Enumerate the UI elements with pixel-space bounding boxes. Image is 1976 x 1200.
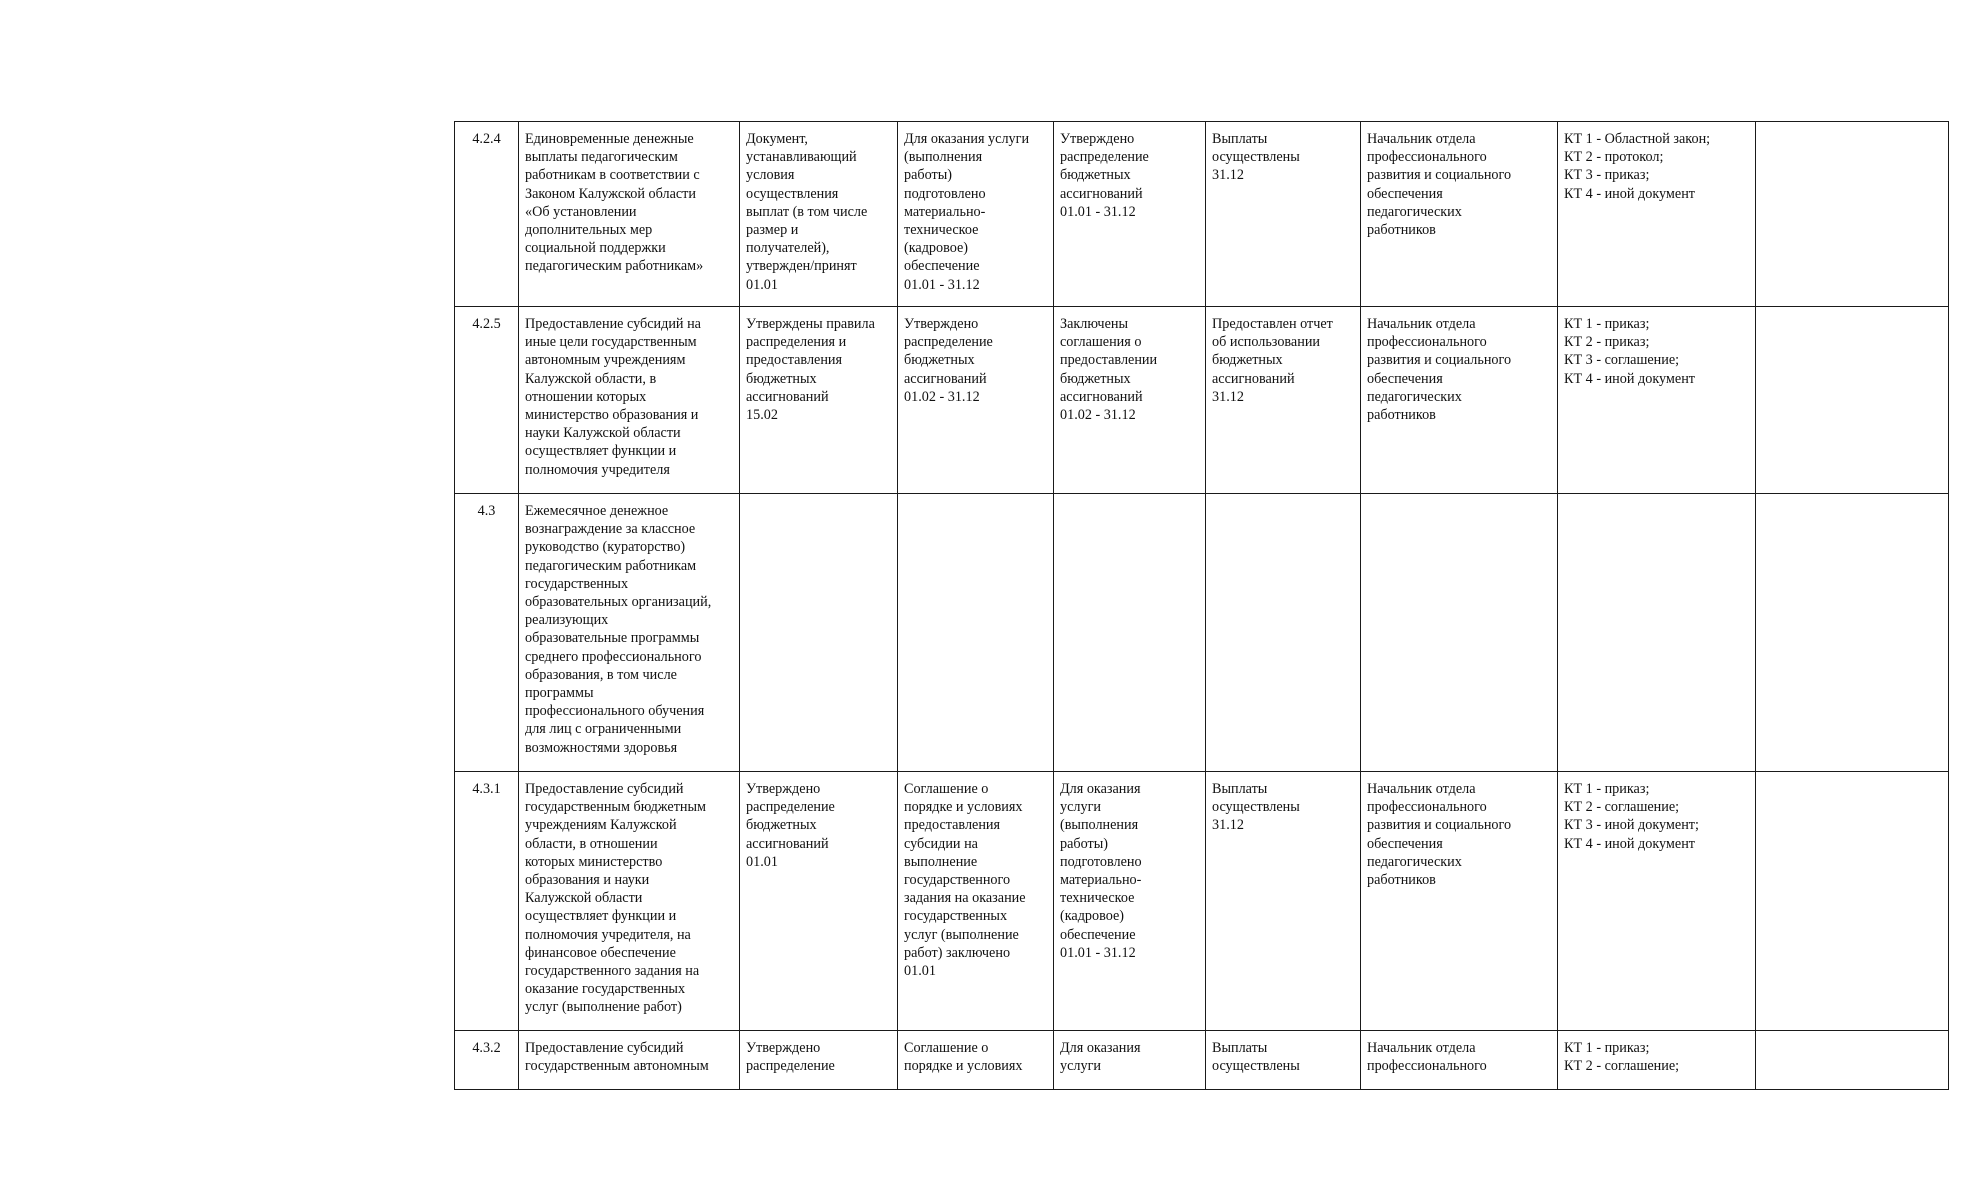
cell-text-line: (кадровое)	[904, 240, 968, 257]
cell-text-line: КТ 1 - приказ;	[1564, 781, 1650, 797]
table-cell	[1558, 772, 1756, 1031]
cell-text-line: развития и социального	[1367, 817, 1512, 834]
cell-text-line: Законом Калужской области	[525, 185, 696, 202]
cell-text-line: КТ 2 - приказ;	[1564, 334, 1650, 351]
cell-text-line: профессионального обучения	[525, 703, 705, 720]
cell-text-line: оказание государственных	[525, 981, 686, 998]
cell-text-line: (выполнения	[904, 149, 983, 166]
cell-text-line: полномочия учредителя	[525, 461, 670, 478]
cell-text-line: работ) заключено	[904, 944, 1011, 961]
cell-text-line: Начальник отдела	[1367, 1040, 1476, 1056]
cell-text-line: КТ 2 - соглашение;	[1564, 1058, 1680, 1075]
table-row	[455, 1031, 1949, 1090]
cell-text-line: КТ 1 - Областной закон;	[1564, 131, 1711, 147]
cell-text-line: осуществляет функции и	[525, 443, 677, 460]
cell-text-line: 01.01	[746, 853, 778, 870]
cell-text-line: 31.12	[1212, 817, 1244, 834]
table-cell	[1054, 122, 1206, 307]
cell-text-line: бюджетных	[1060, 370, 1131, 387]
cell-text-line: министерство образования и	[525, 407, 699, 424]
table-cell	[898, 1031, 1054, 1090]
cell-text-line: науки Калужской области	[525, 425, 681, 442]
cell-text-line: Утверждено	[746, 781, 821, 797]
cell-text-line: субсидии на	[904, 835, 978, 852]
cell-text-line: 01.01 - 31.12	[1060, 944, 1136, 961]
cell-text-line: КТ 4 - иной документ	[1564, 185, 1695, 202]
cell-text-line: бюджетных	[1060, 167, 1131, 184]
table-cell	[898, 772, 1054, 1031]
cell-text-line: учреждениям Калужской	[525, 817, 677, 834]
cell-text-line: Калужской области, в	[525, 370, 657, 387]
cell-text-line: профессионального	[1367, 334, 1487, 351]
table-cell	[898, 307, 1054, 494]
table-cell	[1756, 772, 1949, 1031]
cell-text-line: профессионального	[1367, 799, 1487, 816]
cell-text-line: дополнительных мер	[525, 222, 653, 239]
table-cell	[519, 1031, 740, 1090]
cell-text-line: ассигнований	[746, 388, 829, 405]
cell-text-line: предоставления	[904, 817, 1001, 834]
cell-text-line: Начальник отдела	[1367, 781, 1476, 797]
cell-text-line: Единовременные денежные	[525, 131, 694, 147]
table-cell	[1054, 307, 1206, 494]
cell-text-line: предоставлении	[1060, 352, 1158, 369]
cell-text-line: социальной поддержки	[525, 240, 666, 257]
cell-text-line: Ежемесячное денежное	[525, 503, 669, 519]
cell-text-line: бюджетных	[1212, 352, 1283, 369]
table-cell	[519, 772, 740, 1031]
cell-text-line: КТ 2 - соглашение;	[1564, 799, 1680, 816]
cell-text-line: руководство (кураторство)	[525, 539, 686, 556]
cell-text-line: об использовании	[1212, 334, 1320, 351]
cell-text-line: 01.01 - 31.12	[1060, 203, 1136, 220]
cell-text-line: порядке и условиях	[904, 1058, 1023, 1075]
cell-text-line: Утверждено	[1060, 131, 1135, 147]
cell-text-line: условия	[746, 167, 795, 184]
cell-text-line: которых министерство	[525, 853, 663, 870]
cell-text-line: Предоставление субсидий	[525, 781, 684, 797]
cell-text-line: педагогическим работникам	[525, 557, 697, 574]
cell-text-line: техническое	[1060, 890, 1135, 907]
table-cell	[1756, 307, 1949, 494]
table-cell	[1756, 122, 1949, 307]
cell-text-line: КТ 2 - протокол;	[1564, 149, 1664, 166]
table-cell	[898, 122, 1054, 307]
cell-text-line: (выполнения	[1060, 817, 1139, 834]
cell-text-line: полномочия учредителя, на	[525, 926, 691, 943]
cell-text-line: осуществляет функции и	[525, 908, 677, 925]
cell-text-line: Предоставлен отчет	[1212, 316, 1333, 332]
cell-text-line: ассигнований	[1060, 185, 1143, 202]
cell-text-line: осуществлены	[1212, 149, 1300, 166]
table-cell	[519, 494, 740, 772]
cell-text-line: размер и	[746, 222, 799, 239]
cell-text-line: 01.02 - 31.12	[904, 388, 980, 405]
table-cell	[1206, 122, 1361, 307]
table-cell	[898, 494, 1054, 772]
cell-text-line: подготовлено	[1060, 853, 1142, 870]
cell-text-line: педагогических	[1367, 853, 1462, 870]
cell-text-line: среднего профессионального	[525, 648, 702, 665]
cell-text-line: образовательные программы	[525, 630, 700, 647]
cell-text-line: распределения и	[746, 334, 847, 351]
table-cell	[1361, 1031, 1558, 1090]
cell-text-line: Утверждено	[746, 1040, 821, 1056]
cell-text-line: КТ 3 - приказ;	[1564, 167, 1650, 184]
cell-text-line: выполнение	[904, 853, 978, 870]
cell-text-line: услуги	[1060, 1058, 1101, 1075]
table-cell	[1206, 494, 1361, 772]
table-row	[455, 494, 1949, 772]
cell-text-line: работы)	[904, 167, 952, 184]
cell-text-line: Калужской области	[525, 890, 643, 907]
cell-text-line: государственным бюджетным	[525, 799, 707, 816]
cell-text-line: порядке и условиях	[904, 799, 1023, 816]
table-cell	[1206, 772, 1361, 1031]
cell-text-line: финансовое обеспечение	[525, 944, 676, 961]
cell-text-line: материально-	[1060, 872, 1142, 889]
cell-text-line: Выплаты	[1212, 131, 1268, 147]
cell-text-line: КТ 3 - соглашение;	[1564, 352, 1680, 369]
cell-text-line: обеспечения	[1367, 370, 1443, 387]
cell-text-line: (кадровое)	[1060, 908, 1124, 925]
cell-text-line: ассигнований	[1212, 370, 1295, 387]
cell-text-line: выплат (в том числе	[746, 203, 868, 220]
cell-text-line: отношении которых	[525, 388, 647, 405]
cell-text-line: государственных	[904, 908, 1008, 925]
cell-text-line: 01.02 - 31.12	[1060, 407, 1136, 424]
cell-text-line: ассигнований	[904, 370, 987, 387]
table-cell	[1756, 1031, 1949, 1090]
cell-text-line: обеспечение	[1060, 926, 1136, 943]
cell-text-line: профессионального	[1367, 149, 1487, 166]
cell-text-line: осуществлены	[1212, 799, 1300, 816]
cell-text-line: бюджетных	[904, 352, 975, 369]
table-cell	[740, 122, 898, 307]
table-cell	[1558, 1031, 1756, 1090]
cell-text-line: государственного	[904, 872, 1011, 889]
cell-text-line: Предоставление субсидий на	[525, 316, 701, 332]
table-cell	[1054, 494, 1206, 772]
table-cell	[740, 772, 898, 1031]
cell-text-line: Документ,	[746, 131, 808, 147]
cell-text-line: услуг (выполнение работ)	[525, 999, 682, 1016]
item-number-cell: 4.3	[455, 494, 519, 772]
cell-text-line: «Об установлении	[525, 203, 637, 220]
cell-text-line: КТ 4 - иной документ	[1564, 835, 1695, 852]
table-cell	[1558, 307, 1756, 494]
cell-text-line: реализующих	[525, 612, 609, 629]
cell-text-line: государственного задания на	[525, 963, 700, 980]
table-cell	[1361, 307, 1558, 494]
cell-text-line: 31.12	[1212, 388, 1244, 405]
table-cell	[1206, 1031, 1361, 1090]
cell-text-line: утвержден/принят	[746, 258, 857, 275]
table-cell	[1361, 494, 1558, 772]
cell-text-line: подготовлено	[904, 185, 986, 202]
cell-text-line: Начальник отдела	[1367, 131, 1476, 147]
cell-text-line: Выплаты	[1212, 781, 1268, 797]
table-row	[455, 307, 1949, 494]
cell-text-line: Соглашение о	[904, 781, 989, 797]
cell-text-line: Для оказания услуги	[904, 131, 1030, 147]
cell-text-line: возможностями здоровья	[525, 739, 678, 756]
cell-text-line: обеспечения	[1367, 185, 1443, 202]
cell-text-line: педагогических	[1367, 388, 1462, 405]
cell-text-line: устанавливающий	[746, 149, 857, 166]
table-cell	[740, 1031, 898, 1090]
cell-text-line: 31.12	[1212, 167, 1244, 184]
cell-text-line: педагогическим работникам»	[525, 258, 704, 275]
cell-text-line: бюджетных	[746, 370, 817, 387]
cell-text-line: Утверждено	[904, 316, 979, 332]
cell-text-line: образования, в том числе	[525, 666, 677, 683]
cell-text-line: услуг (выполнение	[904, 926, 1019, 943]
cell-text-line: 01.01	[746, 276, 778, 293]
cell-text-line: педагогических	[1367, 203, 1462, 220]
cell-text-line: ассигнований	[1060, 388, 1143, 405]
item-number-cell: 4.2.5	[455, 307, 519, 494]
cell-text-line: КТ 3 - иной документ;	[1564, 817, 1699, 834]
item-number-cell: 4.3.2	[455, 1031, 519, 1090]
cell-text-line: государственных	[525, 575, 629, 592]
cell-text-line: материально-	[904, 203, 986, 220]
cell-text-line: образовательных организаций,	[525, 594, 712, 611]
table-cell	[740, 494, 898, 772]
item-number-cell: 4.2.4	[455, 122, 519, 307]
cell-text-line: распределение	[904, 334, 993, 351]
cell-text-line: КТ 1 - приказ;	[1564, 1040, 1650, 1056]
cell-text-line: 01.01	[904, 963, 936, 980]
cell-text-line: КТ 1 - приказ;	[1564, 316, 1650, 332]
cell-text-line: профессионального	[1367, 1058, 1487, 1075]
cell-text-line: работникам в соответствии с	[525, 167, 700, 184]
cell-text-line: осуществлены	[1212, 1058, 1300, 1075]
table-cell	[1558, 122, 1756, 307]
table-cell	[519, 122, 740, 307]
table-cell	[1756, 494, 1949, 772]
table-row	[455, 122, 1949, 307]
cell-text-line: вознаграждение за классное	[525, 521, 696, 538]
table-cell	[1054, 772, 1206, 1031]
table-cell	[1361, 122, 1558, 307]
cell-text-line: распределение	[746, 1058, 835, 1075]
cell-text-line: для лиц с ограниченными	[525, 721, 682, 738]
cell-text-line: обеспечение	[904, 258, 980, 275]
cell-text-line: выплаты педагогическим	[525, 149, 678, 166]
cell-text-line: образования и науки	[525, 872, 650, 889]
cell-text-line: области, в отношении	[525, 835, 658, 852]
cell-text-line: Для оказания	[1060, 781, 1141, 797]
cell-text-line: обеспечения	[1367, 835, 1443, 852]
cell-text-line: 15.02	[746, 407, 778, 424]
cell-text-line: работников	[1367, 872, 1436, 889]
cell-text-line: осуществления	[746, 185, 839, 202]
cell-text-line: 01.01 - 31.12	[904, 276, 980, 293]
table-cell	[1558, 494, 1756, 772]
cell-text-line: работников	[1367, 222, 1436, 239]
cell-text-line: Предоставление субсидий	[525, 1040, 684, 1056]
cell-text-line: Выплаты	[1212, 1040, 1268, 1056]
cell-text-line: предоставления	[746, 352, 843, 369]
table-cell	[1361, 772, 1558, 1031]
cell-text-line: техническое	[904, 222, 979, 239]
cell-text-line: Заключены	[1060, 316, 1128, 332]
cell-text-line: услуги	[1060, 799, 1101, 816]
cell-text-line: распределение	[1060, 149, 1149, 166]
cell-text-line: государственным автономным	[525, 1058, 709, 1075]
cell-text-line: получателей),	[746, 240, 830, 257]
item-number-cell: 4.3.1	[455, 772, 519, 1031]
cell-text-line: работы)	[1060, 835, 1108, 852]
cell-text-line: Соглашение о	[904, 1040, 989, 1056]
implementation-plan-table	[454, 121, 1949, 1090]
cell-text-line: соглашения о	[1060, 334, 1142, 351]
cell-text-line: бюджетных	[746, 817, 817, 834]
cell-text-line: КТ 4 - иной документ	[1564, 370, 1695, 387]
table-cell	[1054, 1031, 1206, 1090]
table-cell	[1206, 307, 1361, 494]
cell-text-line: развития и социального	[1367, 352, 1512, 369]
cell-text-line: Утверждены правила	[746, 316, 875, 332]
cell-text-line: ассигнований	[746, 835, 829, 852]
cell-text-line: автономным учреждениям	[525, 352, 686, 369]
cell-text-line: развития и социального	[1367, 167, 1512, 184]
cell-text-line: Для оказания	[1060, 1040, 1141, 1056]
cell-text-line: распределение	[746, 799, 835, 816]
cell-text-line: работников	[1367, 407, 1436, 424]
table-row	[455, 772, 1949, 1031]
cell-text-line: задания на оказание	[904, 890, 1026, 907]
table-cell	[519, 307, 740, 494]
cell-text-line: Начальник отдела	[1367, 316, 1476, 332]
table-cell	[740, 307, 898, 494]
cell-text-line: иные цели государственным	[525, 334, 697, 351]
cell-text-line: программы	[525, 685, 594, 702]
